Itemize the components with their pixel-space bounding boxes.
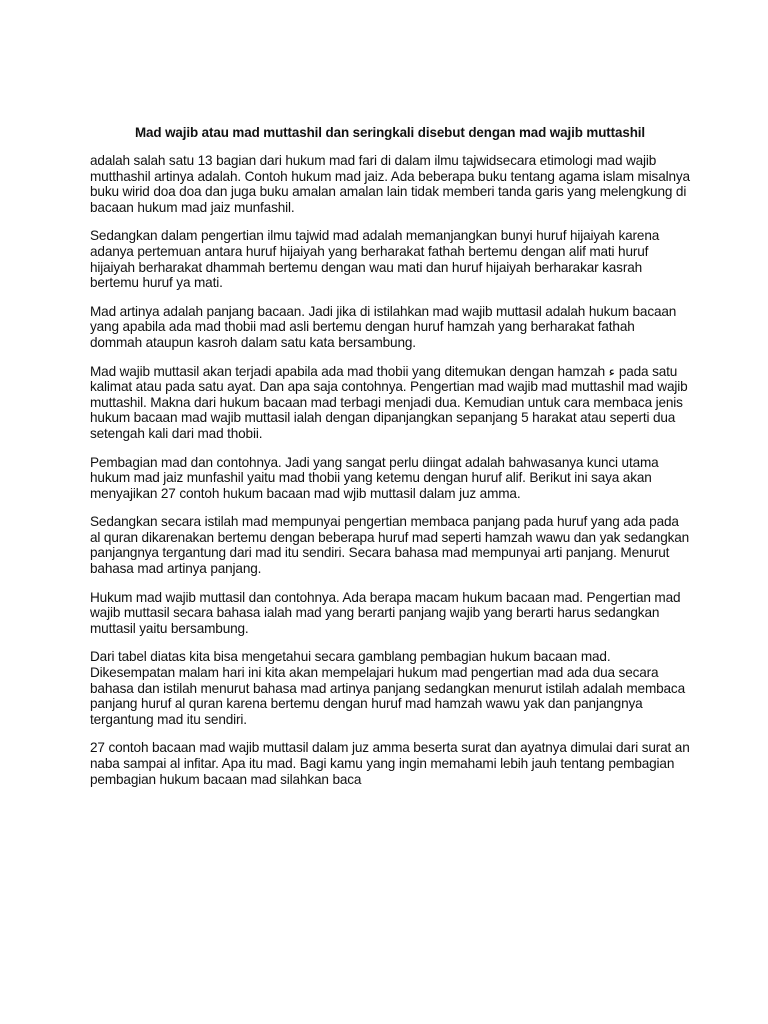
paragraph-9: 27 contoh bacaan mad wajib muttasil dalam juz amma beserta surat dan ayatnya dimulai dari surat an naba sampai al infitar. Apa itu mad. Bagi kamu yang ingin memahami lebih jauh tentang pembagian pembagian hukum bacaan mad silahkan baca — [90, 740, 690, 787]
paragraph-3: Mad artinya adalah panjang bacaan. Jadi jika di istilahkan mad wajib muttasil adalah hukum bacaan yang apabila ada mad thobii mad asli bertemu dengan huruf hamzah yang berharakat fathah dommah ataupun kasroh dalam satu kata bersambung. — [90, 303, 677, 350]
paragraph-7: Hukum mad wajib muttasil dan contohnya. Ada berapa macam hukum bacaan mad. Pengertian mad wajib muttasil secara bahasa ialah mad yang berarti panjang wajib yang berarti harus sedangkan muttasil yaitu bersambung. — [90, 589, 681, 636]
paragraph-4: Mad wajib muttasil akan terjadi apabila ada mad thobii yang ditemukan dengan hamzah ء pada satu kalimat atau pada satu ayat. Dan apa saja contohnya. Pengertian mad wajib mad muttashil mad wajib muttashil. Makna dari hukum bacaan mad terbagi menjadi dua. Kemudian untuk cara membaca jenis hukum bacaan mad wajib muttasil ialah dengan dipanjangkan sepanjang 5 harakat atau seperti dua setengah kali dari mad thobii. — [90, 363, 688, 441]
paragraph-5: Pembagian mad dan contohnya. Jadi yang sangat perlu diingat adalah bahwasanya kunci utama hukum mad jaiz munfashil yaitu mad thobii yang ketemu dengan huruf alif. Berikut ini saya akan menyajikan 27 contoh hukum bacaan mad wjib muttasil dalam juz amma. — [90, 454, 659, 501]
document-content — [90, 124, 690, 800]
paragraph-8: Dari tabel diatas kita bisa mengetahui secara gamblang pembagian hukum bacaan mad. Dikesempatan malam hari ini kita akan mempelajari hukum mad pengertian mad ada dua secara bahasa dan istilah menurut bahasa mad artinya panjang sedangkan menurut istilah adalah membaca panjang huruf al quran karena bertemu dengan huruf mad hamzah wawu yak dan panjangnya tergantung mad itu sendiri. — [90, 649, 685, 727]
document-title: Mad wajib atau mad muttashil dan seringkali disebut dengan mad wajib muttashil — [134, 125, 646, 140]
paragraph-1: adalah salah satu 13 bagian dari hukum mad fari di dalam ilmu tajwidsecara etimologi mad wajib mutthashil artinya adalah. Contoh hukum mad jaiz. Ada beberapa buku tentang agama islam misalnya buku wirid doa doa dan juga buku amalan amalan lain tidak memberi tanda garis yang melengkung di bacaan hukum mad jaiz munfashil. — [90, 153, 690, 215]
paragraph-6: Sedangkan secara istilah mad mempunyai pengertian membaca panjang pada huruf yang ada pada al quran dikarenakan bertemu dengan beberapa huruf mad seperti hamzah wawu dan yak sedangkan panjangnya tergantung dari mad itu sendiri. Secara bahasa mad mempunyai arti panjang. Menurut bahasa mad artinya panjang. — [90, 514, 690, 577]
paragraph-2: Sedangkan dalam pengertian ilmu tajwid mad adalah memanjangkan bunyi huruf hijaiyah karena adanya pertemuan antara huruf hijaiyah yang berharakat fathah bertemu dengan alif mati huruf hijaiyah berharakat dhammah bertemu dengan wau mati dan huruf hijaiyah berharakar kasrah bertemu huruf ya mati. — [90, 228, 660, 291]
